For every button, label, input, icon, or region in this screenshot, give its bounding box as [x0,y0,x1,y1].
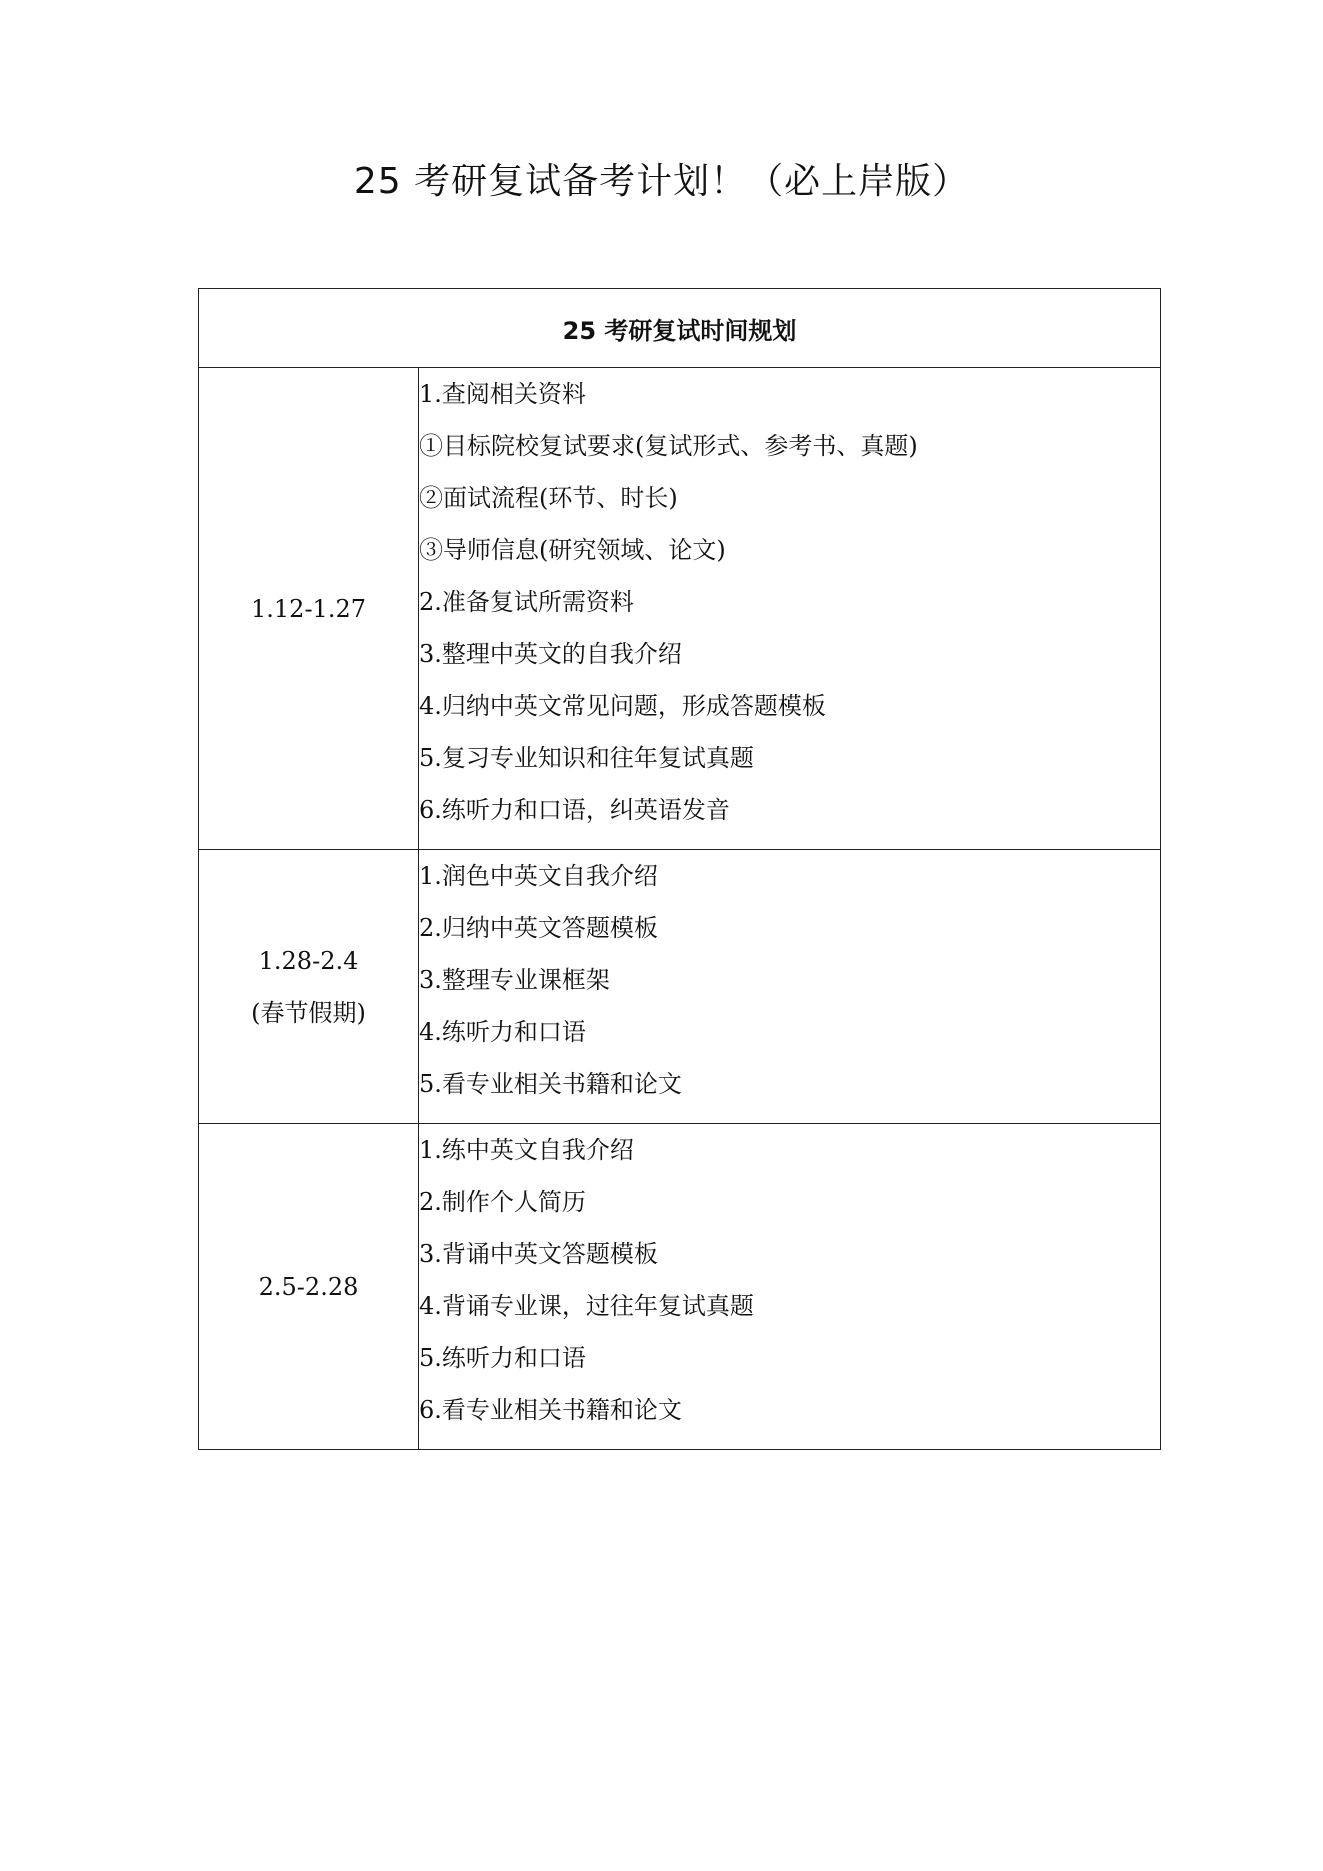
table-header: 25 考研复试时间规划 [199,289,1161,368]
task-cell [419,850,1161,1124]
task-item: 3.背诵中英文答题模板 [419,1240,658,1268]
schedule-table [198,288,1161,1450]
task-item: 5.复习专业知识和往年复试真题 [419,744,754,772]
task-item: 1.润色中英文自我介绍 [419,862,658,890]
task-item: 5.练听力和口语 [419,1344,586,1372]
task-item: 1.练中英文自我介绍 [419,1136,634,1164]
task-item: 5.看专业相关书籍和论文 [419,1070,682,1098]
task-item: 6.练听力和口语，纠英语发音 [419,796,730,824]
task-item: 2.归纳中英文答题模板 [419,914,658,942]
date-range: 2.5-2.28 [258,1272,359,1301]
date-cell [199,1124,419,1450]
task-item: 6.看专业相关书籍和论文 [419,1396,682,1424]
task-cell [419,368,1161,850]
table-header-row [199,289,1161,368]
task-item: ①目标院校复试要求(复试形式、参考书、真题) [419,432,918,460]
task-item: ③导师信息(研究领域、论文) [419,536,726,564]
page-title: 25 考研复试备考计划！（必上岸版） [353,161,970,202]
task-item: ②面试流程(环节、时长) [419,484,678,512]
date-cell [199,368,419,850]
table-row [199,1124,1161,1450]
task-item: 4.练听力和口语 [419,1018,586,1046]
task-cell [419,1124,1161,1450]
date-cell [199,850,419,1124]
table-row [199,850,1161,1124]
task-item: 2.准备复试所需资料 [419,588,634,616]
task-item: 4.归纳中英文常见问题，形成答题模板 [419,692,826,720]
task-item: 3.整理专业课框架 [419,966,610,994]
task-item: 2.制作个人简历 [419,1188,586,1216]
task-item: 4.背诵专业课，过往年复试真题 [419,1292,754,1320]
date-note: (春节假期) [251,998,366,1027]
task-item: 1.查阅相关资料 [419,380,586,408]
task-item: 3.整理中英文的自我介绍 [419,640,682,668]
date-range: 1.28-2.4 [258,946,359,975]
date-range: 1.12-1.27 [251,594,366,623]
table-row [199,368,1161,850]
